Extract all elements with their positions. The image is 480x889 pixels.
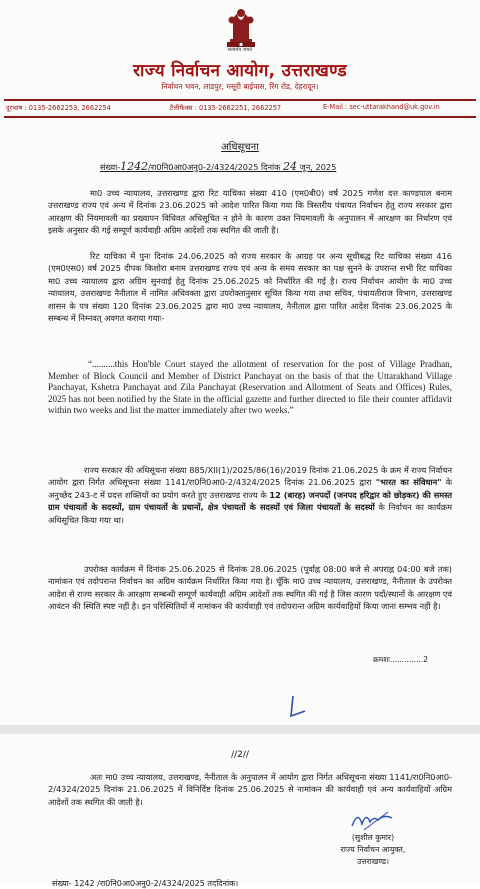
constitution-reference: "भारत का संविधान": [375, 477, 442, 488]
footer-reference: संख्या- 1242 /रा0नि0आ0अनु0-2/4324/2025 तददिनांक।: [52, 879, 239, 888]
paragraph-2: रिट याचिका में पुनः दिनांक 24.06.2025 को राज्य सरकार के आग्रह पर अन्य सूचीबद्ध रिट याचिका संख्या 416 (एम0एस0) वर्ष 2025 दीपक किशोरा बनाम उत्तराखण्ड राज्य एवं अन्य के समय सरकार का पक्ष सुनने के उपरान्त सभी रिट याचिका मा0 उच्च न्यायालय द्वारा अग्रिम सुनवाई हेतु दिनांक 25.06.2025 को निर्धारित की गई है। राज्य निर्वाचन आयोग के मा0 उच्च न्यायालय, उत्तराखण्ड नैनीताल में नामित अधिवक्ता द्वारा उपरोक्तानुसार सूचित किया गया तथा सचिव, पंचायतीराज विभाग, उत्तराखण्ड शासन के पत्र संख्या 120 दिनांक 23.06.2025 द्वारा मा0 उच्च न्यायालय, नैनीताल द्वारा पारित आदेश दिनांक 23.06.2025 के सम्बन्ध में निम्नवत् अवगत कराया गयाः-: [48, 251, 452, 324]
emblem-motto: सत्यमेव जयते: [227, 47, 253, 53]
ref-prefix: संख्या-: [100, 162, 121, 172]
continued-marker: क्रमशः..............2: [373, 655, 429, 664]
ref-day-handwritten: 24: [283, 160, 298, 173]
paragraph-5: अतः मा0 उच्च न्यायालय, उत्तराखण्ड, नैनीताल के अनुपालन में आयोग द्वारा निर्गत अधिसूचना संख्या 1141/रा0नि0आ0-2/4324/2025 दिनांक 21.06.2025 में विनिर्दिष्ट दिनांक 25.06.2025 से नामांकन की कार्यवाही एवं अन्य कार्यवाहियों अग्रिम आदेशों तक स्थगित की जाती है।: [48, 772, 452, 807]
ref-suffix: जून, 2025: [299, 162, 337, 172]
page-number: //2//: [231, 750, 249, 760]
signatory-title: राज्य निर्वाचन आयुक्त,: [340, 845, 406, 854]
paragraph-4: उपरोक्त कार्यक्रम में दिनांक 25.06.2025 से दिनांक 28.06.2025 (पूर्वाह्न 08:00 बजे से अपराह्न 04:00 बजे तक) नामांकन एवं तदोपरान्त निर्वाचन का अग्रिम कार्यक्रम निर्धारित किया गया है। चूँकि मा0 उच्च न्यायालय, उत्तराखण्ड, नैनीताल के उपरोक्त आदेश से राज्य सरकार के आरक्षण सम्बन्धी सम्पूर्ण कार्यवाही अग्रिम आदेशों तक स्थगित की गई है जिस कारण पदों/स्थानों के आरक्षण एवं आवंटन की स्थिति स्पष्ट नहीं है। इन परिस्थितियों में नामांकन की कार्यवाही एवं तदोपरान्त अग्रिम कार्यवाहियों किया जाना सम्भव नहीं है।: [48, 564, 452, 612]
fax-number: टैलीफैक्स : 0135-2662251, 2662257: [170, 104, 282, 112]
court-order-quote: “..........this Hon'ble Court stayed the allotment of reservation for the post of Village Pradhan, Member of Block Council and Member of District Panchayat on the basis of that the Uttarakhand Village Panchayat, Kshetra Panchayat and Zila Panchayat (Reservation and Allotment of Seats and Offices) Rules, 2025 has not been notified by the State in the official gazette and further directed to file their counter affidavit within two weeks and list the matter immediately after two weeks.”: [48, 359, 452, 416]
notice-heading: अधिसूचना: [221, 142, 259, 153]
ref-middle: /रा0नि0आ0अनु0-2/4324/2025 दिनांक: [148, 162, 281, 172]
org-address: निर्वाचन भवन, लाडपुर, मसूरी बाईपास, रिंग रोड, देहरादून।: [161, 82, 319, 91]
ref-number-handwritten: 1242: [120, 160, 149, 173]
page-separator: [0, 725, 480, 734]
org-name: राज्य निर्वाचन आयोग, उत्तराखण्ड: [133, 61, 347, 81]
signature-initial-icon: [285, 692, 313, 722]
header-divider-bottom: [4, 116, 476, 118]
signatory-name: (सुशील कुमार): [351, 833, 395, 842]
signatory-state: उत्तराखण्ड।: [356, 857, 390, 866]
affected-districts-bold: 12 (बारह) जनपदों (जनपद हरिद्वार को छोड़कर) की समस्त ग्राम पंचायतों के सदस्यों, ग्राम पंचायतों के प्रधानों, क्षेत्र पंचायतों के सदस्यों एवं जिला पंचायतों के सदस्यों: [48, 489, 452, 513]
commissioner-signature-icon: [348, 806, 398, 834]
paragraph-3: [48, 464, 452, 526]
paragraph-1: मा0 उच्च न्यायालय, उत्तराखण्ड द्वारा रिट याचिका संख्या 410 (एम0बी0) वर्ष 2025 गणेश दत्त काण्डपाल बनाम उत्तराखण्ड राज्य एवं अन्य में दिनांक 23.06.2025 को आदेश पारित किया गया कि त्रिस्तरीय पंचायत निर्वाचन हेतु राज्य सरकार द्वारा आरक्षण की नियमावली का प्रख्यापन विधिवत अधिसूचित न होने के कारण उक्त नियमावली के अनुपालन में आरक्षण का निर्धारण एवं इसके अनुसार की गई सम्पूर्ण कार्यवाही अग्रिम आदेशों तक स्थगित की जाती है।: [48, 188, 452, 236]
phone-number: दूरभाष : 0135-2662253, 2662254: [6, 104, 111, 112]
paragraph-3-part-c: के अनुच्छेद 243-ट में प्रदत्त शक्तियों का प्रयोग करते हुए उत्तराखण्ड राज्य के: [48, 477, 452, 500]
paragraph-3-part-e: के निर्वाचन का कार्यक्रम अधिसूचित किया गया था।: [48, 502, 453, 525]
reference-line: [100, 160, 336, 173]
signatory-block: [318, 832, 428, 868]
header-divider-top: [4, 99, 476, 101]
email-address: E-Mail : sec-uttarakhand@uk.gov.in: [323, 103, 440, 111]
paragraph-3-part-a: राज्य सरकार की अधिसूचना संख्या 885/XII(1)/2025/86(16)/2019 दिनांक 21.06.2025 के क्रम में राज्य निर्वाचन आयोग द्वारा निर्गत अधिसूचना संख्या 1141/रा0नि0आ0-2/4324/2025 दिनांक 21.06.2025 द्वारा: [48, 465, 452, 488]
